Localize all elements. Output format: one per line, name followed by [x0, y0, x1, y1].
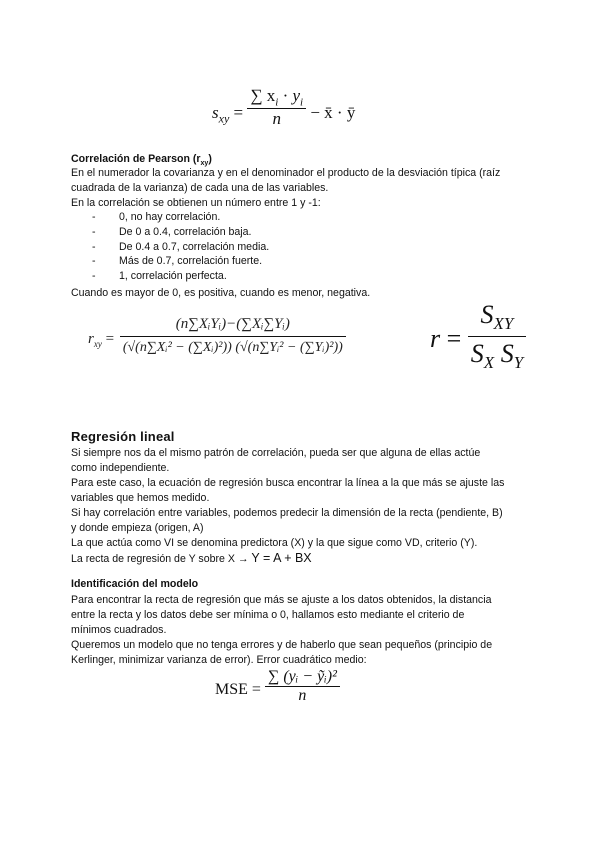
pearson-p2: En la correlación se obtienen un número entre 1 y -1: — [71, 197, 321, 209]
pearson-short-den-s1: S — [470, 339, 484, 369]
cov-sum-x: ∑ x — [250, 86, 276, 105]
mse-fraction — [265, 668, 340, 705]
cov-denominator: n — [247, 108, 306, 129]
pearson-long-lhs-sub: xy — [93, 339, 102, 350]
pearson-short-num-sub: XY — [493, 314, 514, 334]
pearson-short-den-sub1: X — [483, 353, 495, 373]
pearson-heading-sub: xy — [200, 160, 209, 168]
cov-lhs-base: s — [212, 102, 219, 122]
regresion-heading: Regresión lineal — [71, 429, 175, 444]
pearson-short-lhs: r — [430, 323, 441, 353]
modelo-line: entre la recta y los datos debe ser mínima o 0, hallamos esto mediante el criterio de — [71, 609, 465, 621]
correlation-list — [92, 210, 269, 284]
cov-fraction — [247, 86, 306, 129]
covariance-formula — [212, 86, 355, 129]
list-item: - De 0.4 a 0.7, correlación media. — [92, 240, 269, 255]
list-item: - De 0 a 0.4, correlación baja. — [92, 225, 269, 240]
cov-lhs-sub: xy — [218, 111, 230, 125]
pearson-short-den-sub2: Y — [513, 353, 524, 373]
mse-equals: = — [251, 681, 261, 699]
pearson-long-denominator — [120, 336, 346, 356]
regresion-line: Si hay correlación entre variables, podemos predecir la dimensión de la recta (pendiente, B) — [71, 507, 503, 519]
pearson-long-numerator: (n∑XᵢYᵢ)−(∑Xᵢ∑Yᵢ) — [175, 316, 290, 332]
cov-num-sub-i: i — [275, 96, 279, 109]
list-item: - Más de 0.7, correlación fuerte. — [92, 254, 269, 269]
pearson-short-den-s2: S — [500, 339, 514, 369]
pearson-p1b: cuadrada de la varianza) de cada una de las variables. — [71, 182, 329, 194]
modelo-line: Para encontrar la recta de regresión que más se ajuste a los datos obtenidos, la distancia — [71, 594, 492, 606]
modelo-heading: Identificación del modelo — [71, 578, 199, 590]
regresion-line: como independiente. — [71, 462, 170, 474]
pearson-short-formula — [430, 300, 526, 373]
cov-minus-term: − x̄ · ȳ — [310, 102, 356, 122]
mse-formula — [215, 668, 340, 705]
pearson-heading-text: Correlación de Pearson (r — [71, 153, 201, 165]
cov-dot: · — [282, 86, 289, 105]
modelo-line: mínimos cuadrados. — [71, 624, 167, 636]
regresion-line: y donde empieza (origen, A) — [71, 522, 204, 534]
cov-num-y: y — [292, 86, 301, 105]
pearson-short-equals: = — [446, 323, 462, 353]
regresion-equation: Y = A + BX — [251, 551, 312, 565]
regresion-last-line — [71, 551, 551, 567]
cov-equals: = — [233, 102, 244, 122]
regresion-line: Para este caso, la ecuación de regresión busca encontrar la línea a la que más se ajuste las — [71, 477, 505, 489]
pearson-long-lhs: r — [88, 331, 94, 348]
modelo-line: Kerlinger, minimizar varianza de error). Error cuadrático medio: — [71, 654, 367, 666]
regresion-line: variables que hemos medido. — [71, 492, 210, 504]
pearson-long-den-right: (√(n∑Yᵢ² − (∑Yᵢ)²)) — [235, 340, 343, 355]
regresion-paragraph — [71, 446, 551, 567]
list-item: - 1, correlación perfecta. — [92, 269, 269, 284]
pearson-paragraph — [71, 166, 541, 211]
regresion-line: Si siempre nos da el mismo patrón de correlación, pueda ser que alguna de ellas actúe — [71, 447, 481, 459]
pearson-long-fraction — [120, 316, 346, 356]
mse-lhs: MSE — [215, 681, 248, 699]
regresion-line: La que actúa como VI se denomina predictora (X) y la que sigue como VD, criterio (Y). — [71, 537, 478, 549]
regresion-last-prefix: La recta de regresión de Y sobre X → — [71, 553, 252, 565]
list-item: - 0, no hay correlación. — [92, 210, 269, 225]
pearson-p3: Cuando es mayor de 0, es positiva, cuando es menor, negativa. — [71, 287, 371, 299]
pearson-long-formula — [88, 316, 346, 356]
mse-denominator: n — [265, 686, 340, 705]
pearson-short-num-base: S — [480, 300, 494, 329]
pearson-p1: En el numerador la covarianza y en el denominador el producto de la desviación típica (raíz — [71, 167, 501, 179]
pearson-long-equals: = — [105, 331, 115, 348]
pearson-long-den-left: (√(n∑Xᵢ² − (∑Xᵢ)²)) — [122, 340, 232, 355]
mse-numerator: ∑ (yᵢ − ỹᵢ)² — [267, 668, 337, 685]
modelo-line: Queremos un modelo que no tenga errores y de haberlo que sean pequeños (principio de — [71, 639, 493, 651]
pearson-short-fraction — [468, 300, 526, 373]
pearson-heading-close: ) — [208, 153, 212, 165]
modelo-paragraph — [71, 593, 551, 668]
cov-num-sub-i2: i — [300, 96, 304, 109]
